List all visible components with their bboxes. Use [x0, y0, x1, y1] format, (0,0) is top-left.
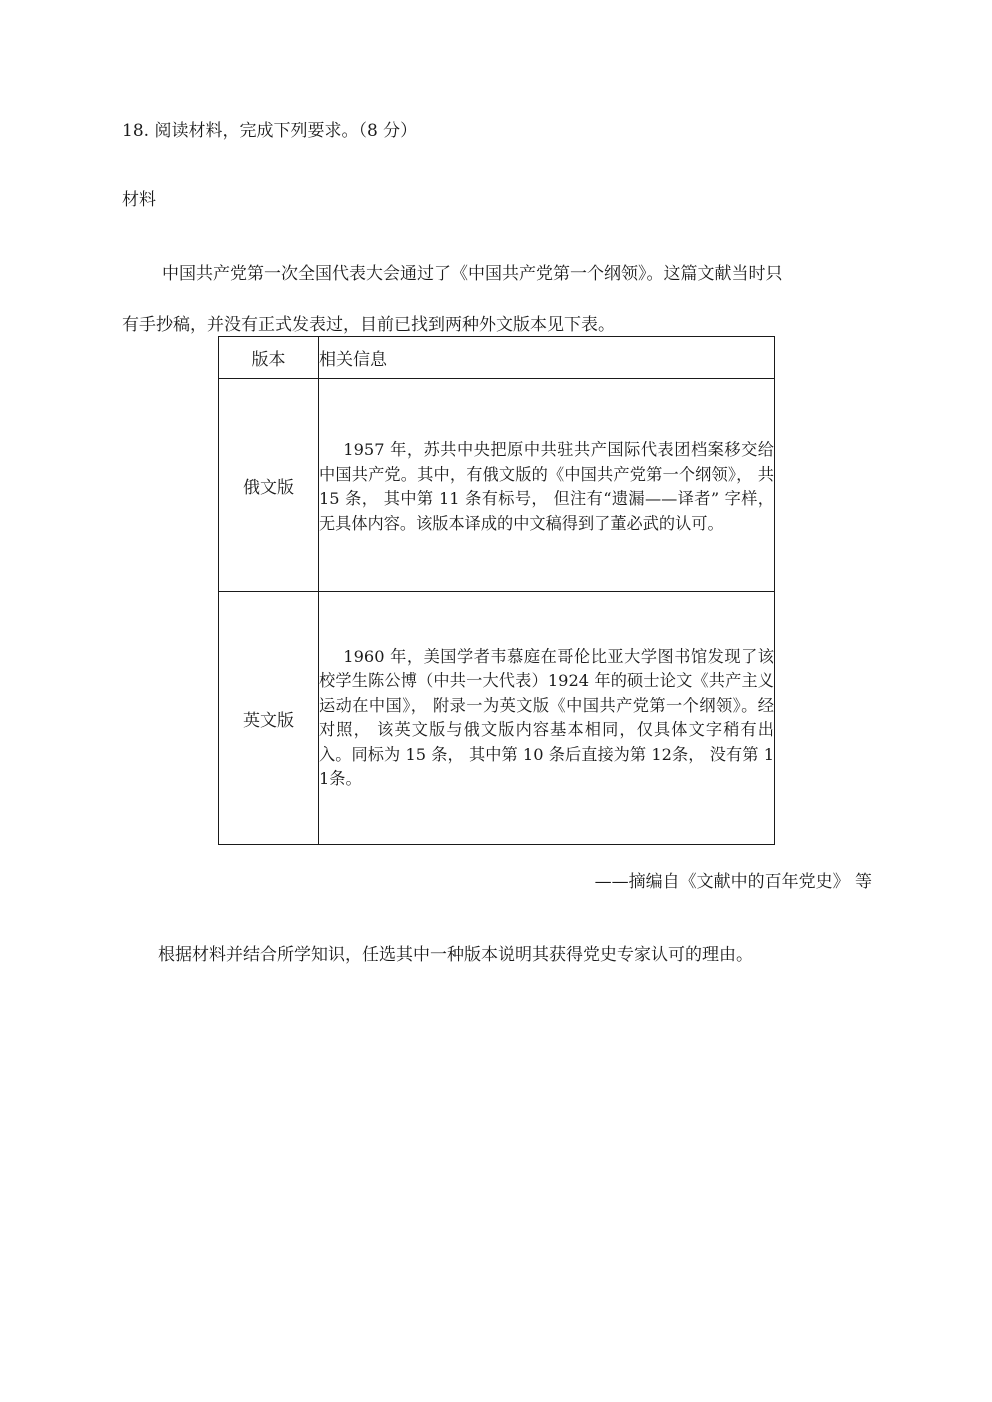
- table-header-row: [219, 337, 775, 379]
- intro-line-1: 中国共产党第一次全国代表大会通过了《中国共产党第一个纲领》。这篇文献当时只: [162, 264, 783, 284]
- info-english-text: 1960 年，美国学者韦慕庭在哥伦比亚大学图书馆发现了该校学生陈公博（中共一大代表）1924 年的硕士论文《共产主义运动在中国》， 附录一为英文版《中国共产党第一个纲领》。经对照， 该英文版与俄文版内容基本相同，仅具体文字稍有出入。同标为 15 条， 其中第 10 条后直接为第 12条， 没有第 11条。: [319, 646, 774, 788]
- info-russian-text: 1957 年，苏共中央把原中共驻共产国际代表团档案移交给中国共产党。其中，有俄文版的《中国共产党第一个纲领》， 共 15 条， 其中第 11 条有标号， 但注有“遗漏——译者” 字样， 无具体内容。该版本译成的中文稿得到了董必武的认可。: [319, 440, 774, 533]
- header-version: 版本: [219, 337, 319, 379]
- version-russian: 俄文版: [219, 379, 319, 592]
- task-prompt: 根据材料并结合所学知识，任选其中一种版本说明其获得党史专家认可的理由。: [158, 945, 753, 965]
- material-label: 材料: [122, 190, 156, 210]
- versions-table: [218, 336, 775, 845]
- question-title: 18. 阅读材料，完成下列要求。（8 分）: [122, 121, 418, 141]
- table-row: [219, 379, 775, 592]
- version-english: 英文版: [219, 592, 319, 845]
- intro-line-2: 有手抄稿，并没有正式发表过，目前已找到两种外文版本见下表。: [122, 315, 615, 335]
- info-english: [319, 592, 775, 845]
- table-row: [219, 592, 775, 845]
- info-russian: [319, 379, 775, 592]
- header-info: 相关信息: [319, 337, 775, 379]
- source-citation: ——摘编自《文献中的百年党史》 等: [594, 872, 872, 892]
